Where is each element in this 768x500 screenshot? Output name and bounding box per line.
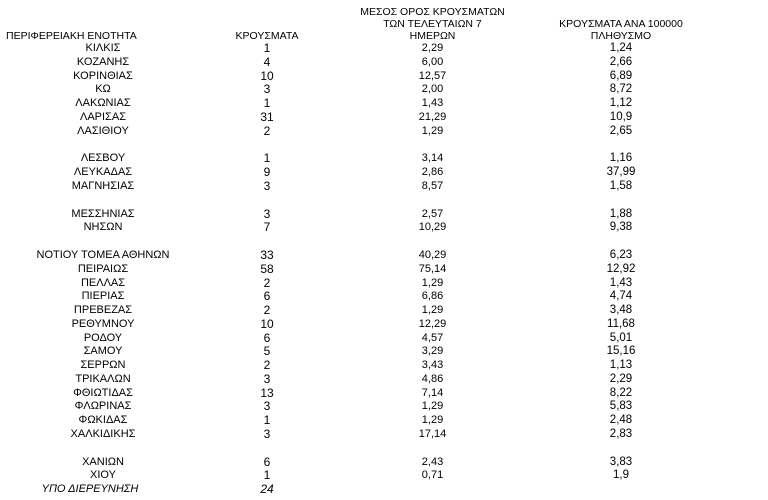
table-row [0,345,768,358]
cell-seven-day-average: 1,29 [421,400,444,413]
cell-region: ΝΗΣΩΝ [83,221,123,234]
cell-cases-per-100k: 2,66 [609,55,633,68]
cell-seven-day-average: 4,86 [421,372,444,385]
cell-cases-per-100k: 2,48 [609,414,633,426]
table-row [0,414,768,427]
cell-region: ΡΟΔΟΥ [83,331,123,344]
table-row [0,42,768,55]
cell-cases: 2 [263,303,271,317]
cell-cases: 2 [263,123,271,138]
table-row [0,456,768,469]
cell-cases-per-100k: 2,65 [609,124,633,137]
cell-cases: 7 [263,220,271,235]
cell-cases-per-100k: 2,83 [609,427,633,440]
cell-cases: 6 [263,454,271,469]
table-row [0,166,768,179]
cell-seven-day-average: 6,00 [421,55,444,68]
header-cases-per-100k [526,18,716,42]
cell-region: ΚΙΛΚΙΣ [85,42,121,54]
cell-cases: 3 [263,206,271,221]
cell-seven-day-average: 2,57 [421,207,444,220]
table-row [0,180,768,193]
table-row [0,152,768,165]
cell-cases: 3 [263,82,271,97]
table-row [0,249,768,262]
table-row [0,373,768,386]
cell-region: ΦΘΙΩΤΙΔΑΣ [73,386,133,399]
cell-seven-day-average: 1,29 [421,276,444,289]
cell-seven-day-average: 17,14 [418,427,447,440]
table-row [0,208,768,221]
table-row [0,221,768,234]
cell-seven-day-average: 2,43 [421,455,444,468]
cell-cases: 1 [263,41,271,55]
cell-seven-day-average: 8,57 [421,179,444,192]
cell-region: ΦΛΩΡΙΝΑΣ [74,400,132,413]
cell-cases-per-100k: 3,48 [609,304,633,316]
table-row [0,304,768,317]
table-row [0,70,768,83]
table-row [0,125,768,138]
cell-cases-per-100k: 3,83 [609,455,633,468]
cell-cases-per-100k: 6,89 [609,69,633,82]
cell-region: ΤΡΙΚΑΛΩΝ [75,372,131,385]
cell-cases-per-100k: 11,68 [607,317,635,330]
cell-region: ΧΑΝΙΩΝ [82,455,124,468]
cell-cases: 33 [260,248,274,262]
cell-seven-day-average: 0,71 [421,469,444,482]
table-row [0,290,768,303]
cell-cases-per-100k: 1,9 [613,469,629,482]
cell-cases-per-100k: 4,74 [609,290,633,303]
cell-cases-per-100k: 9,38 [609,221,633,234]
cell-seven-day-average: 10,29 [418,221,447,234]
table-row [0,56,768,69]
cell-seven-day-average: 40,29 [418,249,447,261]
cell-seven-day-average: 1,43 [421,97,444,109]
cell-cases: 6 [263,289,271,304]
cell-seven-day-average: 12,57 [418,69,447,82]
header-avg-line-2: ΤΩΝ ΤΕΛΕΥΤΑΙΩΝ 7 [383,18,482,30]
cell-region: ΡΕΘΥΜΝΟΥ [71,317,135,330]
cell-cases-per-100k: 1,16 [609,152,633,165]
table-row [0,483,768,496]
table-row [0,263,768,276]
cell-cases-per-100k: 6,23 [609,249,633,261]
cell-seven-day-average: 75,14 [418,262,447,275]
table-row [0,111,768,124]
table-row [0,428,768,441]
cell-region: ΠΕΙΡΑΙΩΣ [77,262,129,275]
cell-region: ΛΑΡΙΣΑΣ [79,110,126,123]
cell-region: ΥΠΟ ΔΙΕΡΕΥΝΗΣΗ [41,483,139,495]
cell-seven-day-average: 21,29 [418,110,447,123]
cell-cases: 10 [260,68,274,83]
cell-region: ΛΑΣΙΘΙΟΥ [77,124,129,137]
cell-region: ΠΡΕΒΕΖΑΣ [73,304,133,316]
cell-cases-per-100k: 2,29 [609,372,633,385]
cell-cases: 1 [263,413,271,427]
cell-cases-per-100k: 1,43 [609,276,633,289]
table-row [0,387,768,400]
cell-region: ΠΕΛΛΑΣ [80,276,126,289]
cell-seven-day-average: 7,14 [421,386,444,399]
table-row [0,332,768,345]
cell-region: ΚΩ [95,83,111,96]
cell-cases: 3 [263,426,271,441]
cell-cases: 5 [263,344,271,359]
cell-region: ΛΑΚΩΝΙΑΣ [75,97,131,109]
header-cases: ΚΡΟΥΣΜΑΤΑ [235,30,299,42]
header-avg-line-1: ΜΕΣΟΣ ΟΡΟΣ ΚΡΟΥΣΜΑΤΩΝ [360,6,505,18]
cell-seven-day-average: 1,29 [421,304,444,316]
cell-cases-per-100k: 10,9 [609,110,633,123]
header-seven-day-average [345,6,520,42]
cell-region: ΚΟΡΙΝΘΙΑΣ [73,69,133,82]
cell-cases-per-100k: 5,01 [609,331,633,344]
cell-region: ΜΕΣΣΗΝΙΑΣ [71,207,135,220]
cell-cases-per-100k: 1,13 [609,359,633,371]
cell-cases-per-100k: 8,22 [609,386,633,399]
header-region: ΠΕΡΙΦΕΡΕΙΑΚΗ ΕΝΟΤΗΤΑ [6,30,137,42]
cell-cases-per-100k: 37,99 [606,166,636,178]
cell-region: ΣΕΡΡΩΝ [80,359,126,371]
cell-region: ΛΕΥΚΑΔΑΣ [73,166,133,178]
cell-region: ΜΑΓΝΗΣΙΑΣ [71,179,135,192]
cell-seven-day-average: 3,43 [421,359,444,371]
cell-region: ΣΑΜΟΥ [83,345,123,358]
table-row [0,359,768,372]
cell-cases: 2 [263,358,271,372]
cell-cases: 3 [263,399,271,414]
cell-seven-day-average: 2,00 [421,83,444,96]
cell-cases: 13 [260,385,274,400]
cell-seven-day-average: 2,86 [421,166,444,178]
cell-cases-per-100k: 1,58 [609,179,633,192]
cell-cases: 6 [263,330,271,345]
cell-cases: 1 [263,151,271,166]
cell-region: ΛΕΣΒΟΥ [80,152,126,165]
cell-seven-day-average: 1,29 [421,414,444,426]
cell-region: ΧΑΛΚΙΔΙΚΗΣ [70,427,136,440]
cell-region: ΠΙΕΡΙΑΣ [81,290,125,303]
header-per100k-line-2: ΠΛΗΘΥΣΜΟ [590,30,652,42]
cell-cases: 3 [263,178,271,193]
cell-cases-per-100k: 15,16 [606,345,636,358]
cell-cases-per-100k: 12,92 [606,262,636,275]
cell-seven-day-average: 12,29 [418,317,447,330]
cell-seven-day-average: 3,14 [421,152,444,165]
cell-seven-day-average: 3,29 [421,345,444,358]
cell-seven-day-average: 2,29 [421,42,444,54]
table-row [0,277,768,290]
table-row [0,83,768,96]
cell-cases: 10 [260,316,274,331]
cell-cases: 58 [260,261,274,276]
cell-seven-day-average: 4,57 [421,331,444,344]
table-row [0,469,768,482]
cell-cases-per-100k: 1,88 [609,207,633,220]
cell-cases-per-100k: 1,24 [609,42,633,54]
table-row [0,400,768,413]
cell-region: ΧΙΟΥ [90,469,116,482]
cell-region: ΝΟΤΙΟΥ ΤΟΜΕΑ ΑΘΗΝΩΝ [36,249,170,261]
cell-cases: 31 [260,109,274,124]
cell-cases-per-100k: 5,83 [609,400,633,413]
cell-cases: 1 [263,468,271,483]
header-per100k-line-1: ΚΡΟΥΣΜΑΤΑ ΑΝΑ 100000 [559,18,683,30]
cell-cases: 9 [263,165,271,179]
table-row [0,318,768,331]
cell-cases-per-100k: 8,72 [609,83,633,96]
cell-cases: 4 [263,54,271,69]
table-row [0,97,768,110]
cell-cases: 3 [263,371,271,386]
cell-region: ΚΟΖΑΝΗΣ [76,55,130,68]
cell-seven-day-average: 1,29 [421,124,444,137]
cell-region: ΦΩΚΙΔΑΣ [78,414,128,426]
cell-cases-per-100k: 1,12 [609,97,633,109]
cell-seven-day-average: 6,86 [421,290,444,303]
cell-cases: 24 [260,482,274,496]
header-avg-line-3: ΗΜΕΡΩΝ [409,30,456,42]
cell-cases: 1 [263,96,271,110]
cell-cases: 2 [263,275,271,290]
